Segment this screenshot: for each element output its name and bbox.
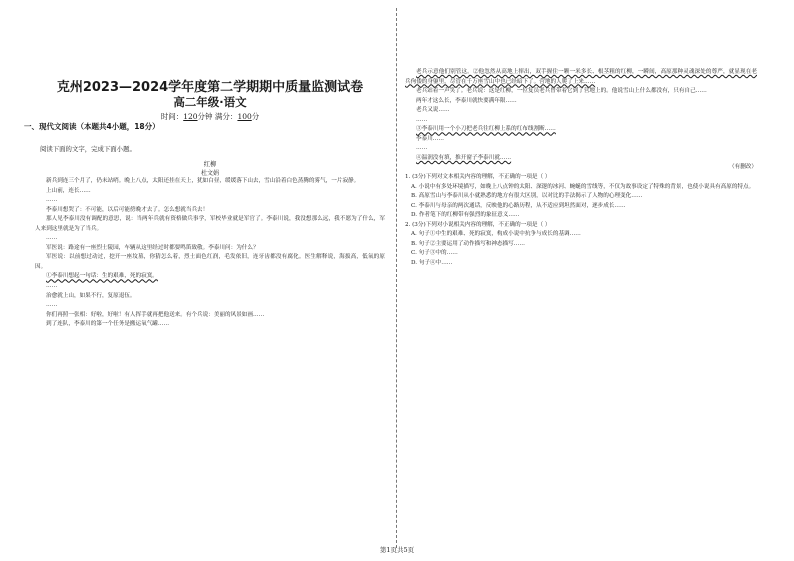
question-2-option: D. 句子④中…… [411,259,453,266]
article-paragraph: 治愈就上山，如果不行，复原退伍。 [46,292,136,299]
article-paragraph: …… [46,235,58,242]
article-paragraph: …… [46,197,58,204]
article-paragraph: 到了连队，李泰川的第一个任务是搬运氧气罐…… [46,321,170,328]
question-2-option: A. 句子①中生的艰难、死的寂寞，构成小说中抗争与成长的基调…… [411,231,581,238]
section-heading: 一、现代文阅读（本题共4小题，18分） [24,122,160,131]
question-1-option: A. 小说中有多处环境描写，如晚上八点钟的太阳、深邃的冰河、蜿蜒的雪线等，不仅为故事设定了特殊的背景，也使小说具有高原的特点。 [411,183,755,190]
time-value: 120 [183,112,198,121]
score-unit: 分 [251,112,260,121]
article-paragraph: 李泰川想哭了：不可能，以后可能傍晚才去了。怎么想就当兵去！ [46,206,209,213]
underlined-sentence-2: 老兵示意他们别管这。②他忽然从高地上摔出，双手握住一颗一米多长、根茎粗的红柳，一瞬间，高原那种灵魂深处的尊严，就显现在老兵佝偻的身躯里，尽管在千万座雪山中也已经暗下了。营地的人爬了上来…… [405,69,757,85]
question-2-option: B. 句子②主要运用了动作描写和神态描写…… [411,240,525,247]
time-unit: 分钟 满分： [197,112,238,121]
underlined-sentence-1: ①李泰川想起一句话：生的艰难，死的寂寞。 [46,273,158,280]
article-paragraph: 你们再照一张相：好啦，好啦！有人挥手就再把他送来。有个兵说：美丽的风景如画…… [46,311,265,318]
article-paragraph: 老兵又说…… [416,107,450,114]
article-paragraph: …… [416,145,428,152]
article-paragraph: …… [416,116,428,123]
article-title: 红柳 [203,160,217,168]
exam-subtitle: 高二年级·语文 [173,95,247,109]
article-paragraph: 上山前，连长…… [46,187,91,194]
page-footer: 第1页共5页 [379,546,415,554]
article-paragraph: …… [46,302,58,309]
source-note: （有删改） [729,164,757,171]
article-paragraph: 两年才这么长，李泰川就快要满年限…… [416,97,517,104]
article-paragraph: 军医说：路途有一座烈士陵园，车辆从这里经过时都要鸣笛致敬。李泰川问：为什么？ [46,244,259,251]
column-divider [396,8,397,548]
article-paragraph: …… [46,283,58,290]
right-article-column [405,68,757,268]
left-article-column [35,177,385,330]
question-2-stem: 2. (3分)下列对小说相关内容的理解，不正确的一项是（ ） [405,221,551,228]
question-2-option: C. 句子③中的…… [411,250,458,257]
question-1-stem: 1. (3分)下列对文本相关内容的理解，不正确的一项是（ ） [405,174,551,181]
article-author: 杜文娟 [200,170,219,177]
exam-title: 克州2023—2024学年度第二学期期中质量监测试卷 [56,80,364,95]
article-paragraph: 军医说：以前想过动过，挖开一座坟墓，你猜怎么着，烈士面色红润，毛发依旧，连牙齿都没有腐化。医生解释说，海拔高，低氧的原因。 [35,254,385,270]
underlined-sentence-4: ④温润没有填，推开窗子李泰川就…… [416,154,512,161]
question-1-option: B. 高原雪山与李泰川从小就熟悉的地方有很大区别，以对比的手法揭示了人物的心理变化…… [411,193,643,200]
question-1-option: D. 作者笔下的红柳带有强烈的象征意义…… [411,212,520,219]
article-paragraph: 李泰川…… [416,135,444,142]
article-paragraph: 老兵站着一声笑了。老兵说：这是红柳，一位复员老兵曾带着它到了营地上的。他说雪山上什么都没有，只有自己…… [416,88,707,95]
score-value: 100 [237,112,252,121]
underlined-sentence-3: ③李泰川用一个小刀把老兵往红柳上系的红布线割断…… [416,126,556,133]
question-1-option: C. 李泰川与母亲的两次通话，反映他的心路历程，从不适应到坦然面对，逐步成长…… [411,202,626,209]
article-paragraph: 新兵到连三个月了，仍未站哨。晚上八点，太阳还挂在天上，犹如白昼，缓缓落下山去，雪山沿着白色蒸腾的雾气，一片寂静。 [46,178,360,184]
time-label: 时间： [160,112,184,121]
article-paragraph: 那人见李泰川没有调配的意思，说：当两年兵就有资格做兵事学，军校毕业就是军官了。李泰川说，我没想那么远，我不愿为了什么，军人来到这里就是为了当兵。 [35,216,385,232]
section-instruction: 阅读下面的文字，完成下面小题。 [40,145,136,153]
